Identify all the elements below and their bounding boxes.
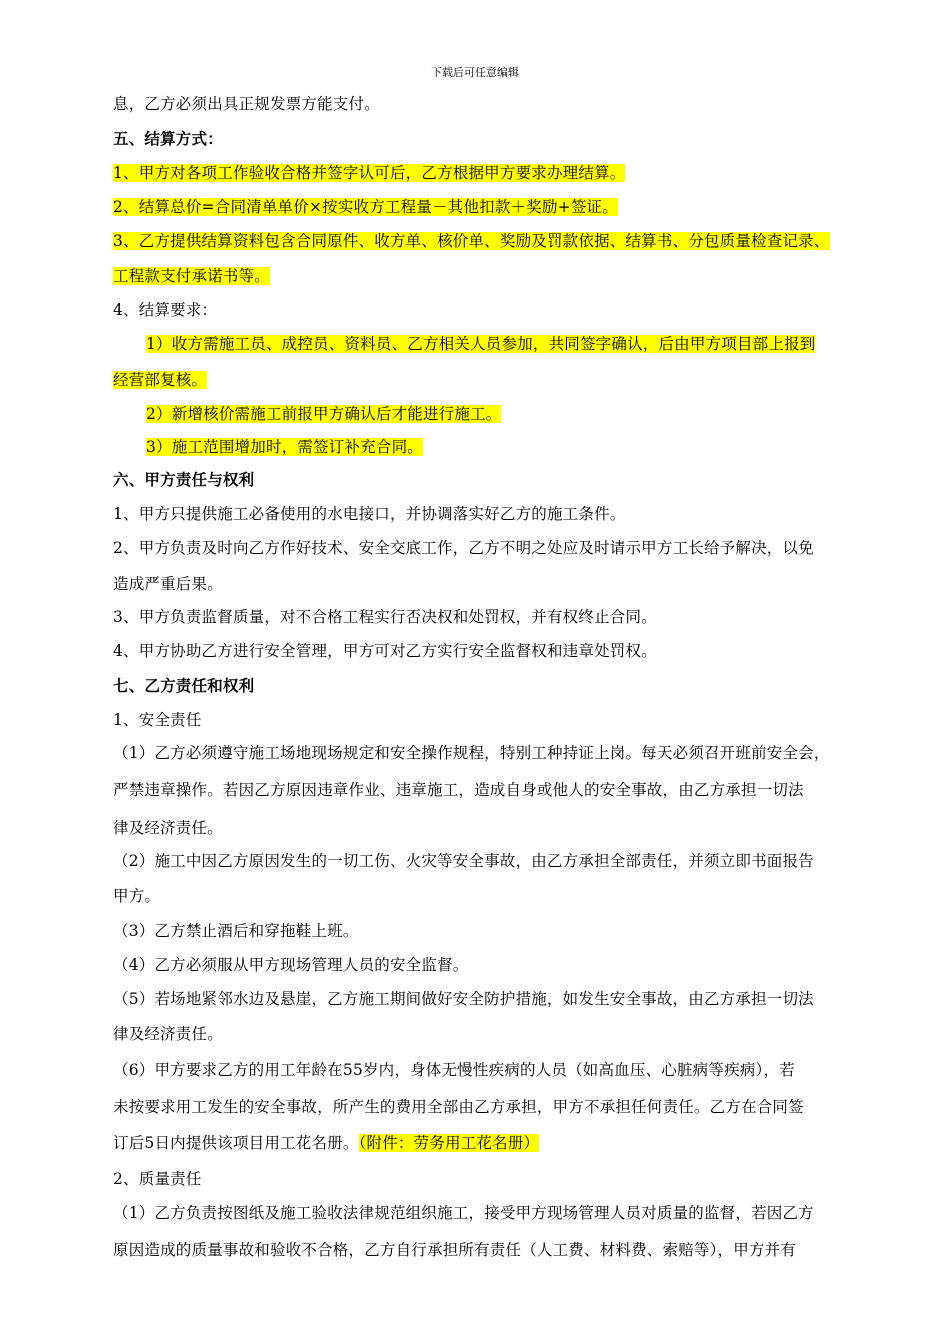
text-line: 1）收方需施工员、成控员、资料员、乙方相关人员参加，共同签字确认，后由甲方项目部上报到 <box>146 335 816 353</box>
text-line: 原因造成的质量事故和验收不合格，乙方自行承担所有责任（人工费、材料费、索赔等），甲方并有 <box>113 1241 797 1259</box>
section-heading: 六、甲方责任与权利 <box>113 470 255 489</box>
attachment-note: （附件：劳务用工花名册） <box>358 1134 540 1152</box>
text-line: 2、甲方负责及时向乙方作好技术、安全交底工作，乙方不明之处应及时请示甲方工长给予解决，以免 <box>113 539 814 557</box>
text-line: （1）乙方必须遵守施工场地现场规定和安全操作规程，特别工种持证上岗。每天必须召开班前安全会， <box>113 744 830 762</box>
page-header: 下载后可任意编辑 <box>431 66 519 79</box>
text-line: 工程款支付承诺书等。 <box>113 267 271 285</box>
section-heading: 五、结算方式： <box>113 129 223 148</box>
text-line: （2）施工中因乙方原因发生的一切工伤、火灾等安全事故，由乙方承担全部责任，并须立即书面报告 <box>113 852 814 870</box>
text-line: 律及经济责任。 <box>113 819 223 837</box>
text-line: 3）施工范围增加时，需签订补充合同。 <box>146 438 423 456</box>
text-line: 订后5日内提供该项目用工花名册。（附件：劳务用工花名册） <box>113 1134 540 1152</box>
text-line: 4、甲方协助乙方进行安全管理，甲方可对乙方实行安全监督权和违章处罚权。 <box>113 642 657 660</box>
section-heading: 七、乙方责任和权利 <box>113 676 255 695</box>
text-line: （3）乙方禁止酒后和穿拖鞋上班。 <box>113 922 359 940</box>
text-line: （6）甲方要求乙方的用工年龄在55岁内，身体无慢性疾病的人员（如高血压、心脏病等疾病），若 <box>113 1061 795 1079</box>
text-line: 甲方。 <box>113 887 161 905</box>
text-line: 1、甲方只提供施工必备使用的水电接口，并协调落实好乙方的施工条件。 <box>113 505 626 523</box>
text-line: 息，乙方必须出具正规发票方能支付。 <box>113 95 380 113</box>
text-line: 1、甲方对各项工作验收合格并签字认可后，乙方根据甲方要求办理结算。 <box>113 164 626 182</box>
text-line: 2、质量责任 <box>113 1170 202 1188</box>
text-line: 2）新增核价需施工前报甲方确认后才能进行施工。 <box>146 405 502 423</box>
text-line: （1）乙方负责按图纸及施工验收法律规范组织施工，接受甲方现场管理人员对质量的监督，若因乙方 <box>113 1204 814 1222</box>
text-line: 律及经济责任。 <box>113 1025 223 1043</box>
text-line: 3、甲方负责监督质量，对不合格工程实行否决权和处罚权，并有权终止合同。 <box>113 608 657 626</box>
text-line: 严禁违章操作。若因乙方原因违章作业、违章施工，造成自身或他人的安全事故，由乙方承担一切法 <box>113 781 804 799</box>
text-line: 造成严重后果。 <box>113 575 223 593</box>
text-line: 3、乙方提供结算资料包含合同原件、收方单、核价单、奖励及罚款依据、结算书、分包质量检查记录、 <box>113 232 830 250</box>
text-line: 4、结算要求： <box>113 301 218 319</box>
text-line: 未按要求用工发生的安全事故，所产生的费用全部由乙方承担，甲方不承担任何责任。乙方在合同签 <box>113 1098 804 1116</box>
text-line: 经营部复核。 <box>113 371 208 389</box>
text-line: 2、结算总价=合同清单单价×按实收方工程量－其他扣款＋奖励+签证。 <box>113 198 618 216</box>
text-line: （5）若场地紧邻水边及悬崖，乙方施工期间做好安全防护措施，如发生安全事故，由乙方承担一切法 <box>113 990 814 1008</box>
text-line: 1、安全责任 <box>113 711 202 729</box>
text-line: （4）乙方必须服从甲方现场管理人员的安全监督。 <box>113 956 469 974</box>
